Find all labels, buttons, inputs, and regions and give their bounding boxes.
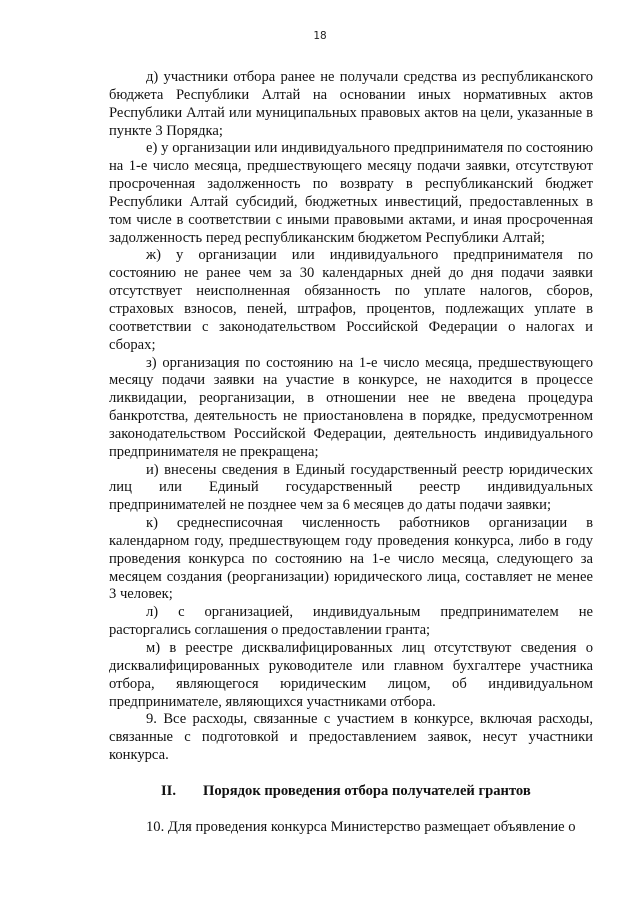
paragraph-l: л) с организацией, индивидуальным предпринимателем не расторгались соглашения о предоставлении гранта; <box>109 604 593 639</box>
section-heading <box>109 783 593 801</box>
paragraph-9: 9. Все расходы, связанные с участием в конкурсе, включая расходы, связанные с подготовкой и предоставлением заявок, несут участники конкурса. <box>109 711 593 764</box>
paragraph-k: к) среднесписочная численность работников организации в календарном году, предшествующем году проведения конкурса, либо в году проведения конкурса по состоянию на 1-е число месяца, следующего за месяцем создания (реорганизации) юридического лица, составляет не менее 3 человек; <box>109 515 593 603</box>
paragraph-m: м) в реестре дисквалифицированных лиц отсутствуют сведения о дисквалифицированных руководителе или главном бухгалтере участника отбора, являющегося юридическим лицом, об индивидуальном предпринимателе, являющихся участниками отбора. <box>109 640 593 710</box>
paragraph-i: и) внесены сведения в Единый государственный реестр юридических лиц или Единый государственный реестр индивидуальных предпринимателей не позднее чем за 6 месяцев до даты подачи заявки; <box>109 461 593 514</box>
paragraph-d: д) участники отбора ранее не получали средства из республиканского бюджета Республики Алтай на основании иных нормативных актов Республики Алтай или муниципальных правовых актов на цели, указанные в пункте 3 Порядка; <box>109 69 593 139</box>
paragraph-10: 10. Для проведения конкурса Министерство размещает объявление о <box>146 818 576 835</box>
paragraph-z: з) организация по состоянию на 1-е число месяца, предшествующего месяцу подачи заявки на участие в конкурсе, не находится в процессе ликвидации, реорганизации, в отношении нее не введена процедура банкротства, деятельность не приостановлена в порядке, предусмотренном законодательством Российской Федерации, деятельность индивидуального предпринимателя не прекращена; <box>109 354 593 460</box>
paragraph-zh: ж) у организации или индивидуального предпринимателя по состоянию не ранее чем за 30 календарных дней до дня подачи заявки отсутствует неисполненная обязанность по уплате налогов, сборов, страховых взносов, пеней, штрафов, процентов, подлежащих уплате в соответствии с законодательством Российской Федерации о налогах и сборах; <box>109 247 593 353</box>
section-title: Порядок проведения отбора получателей грантов <box>203 782 531 799</box>
document-body <box>109 69 593 837</box>
paragraph-e: е) у организации или индивидуального предпринимателя по состоянию на 1-е число месяца, предшествующего месяцу подачи заявки, отсутствуют просроченная задолженность по возврату в республиканский бюджет Республики Алтай субсидий, бюджетных инвестиций, предоставленных в том числе в соответствии с иными правовыми актами, и иная просроченная задолженность перед республиканским бюджетом Республики Алтай; <box>109 140 593 246</box>
page-number: 18 <box>313 30 327 42</box>
section-number: II. <box>161 782 177 799</box>
